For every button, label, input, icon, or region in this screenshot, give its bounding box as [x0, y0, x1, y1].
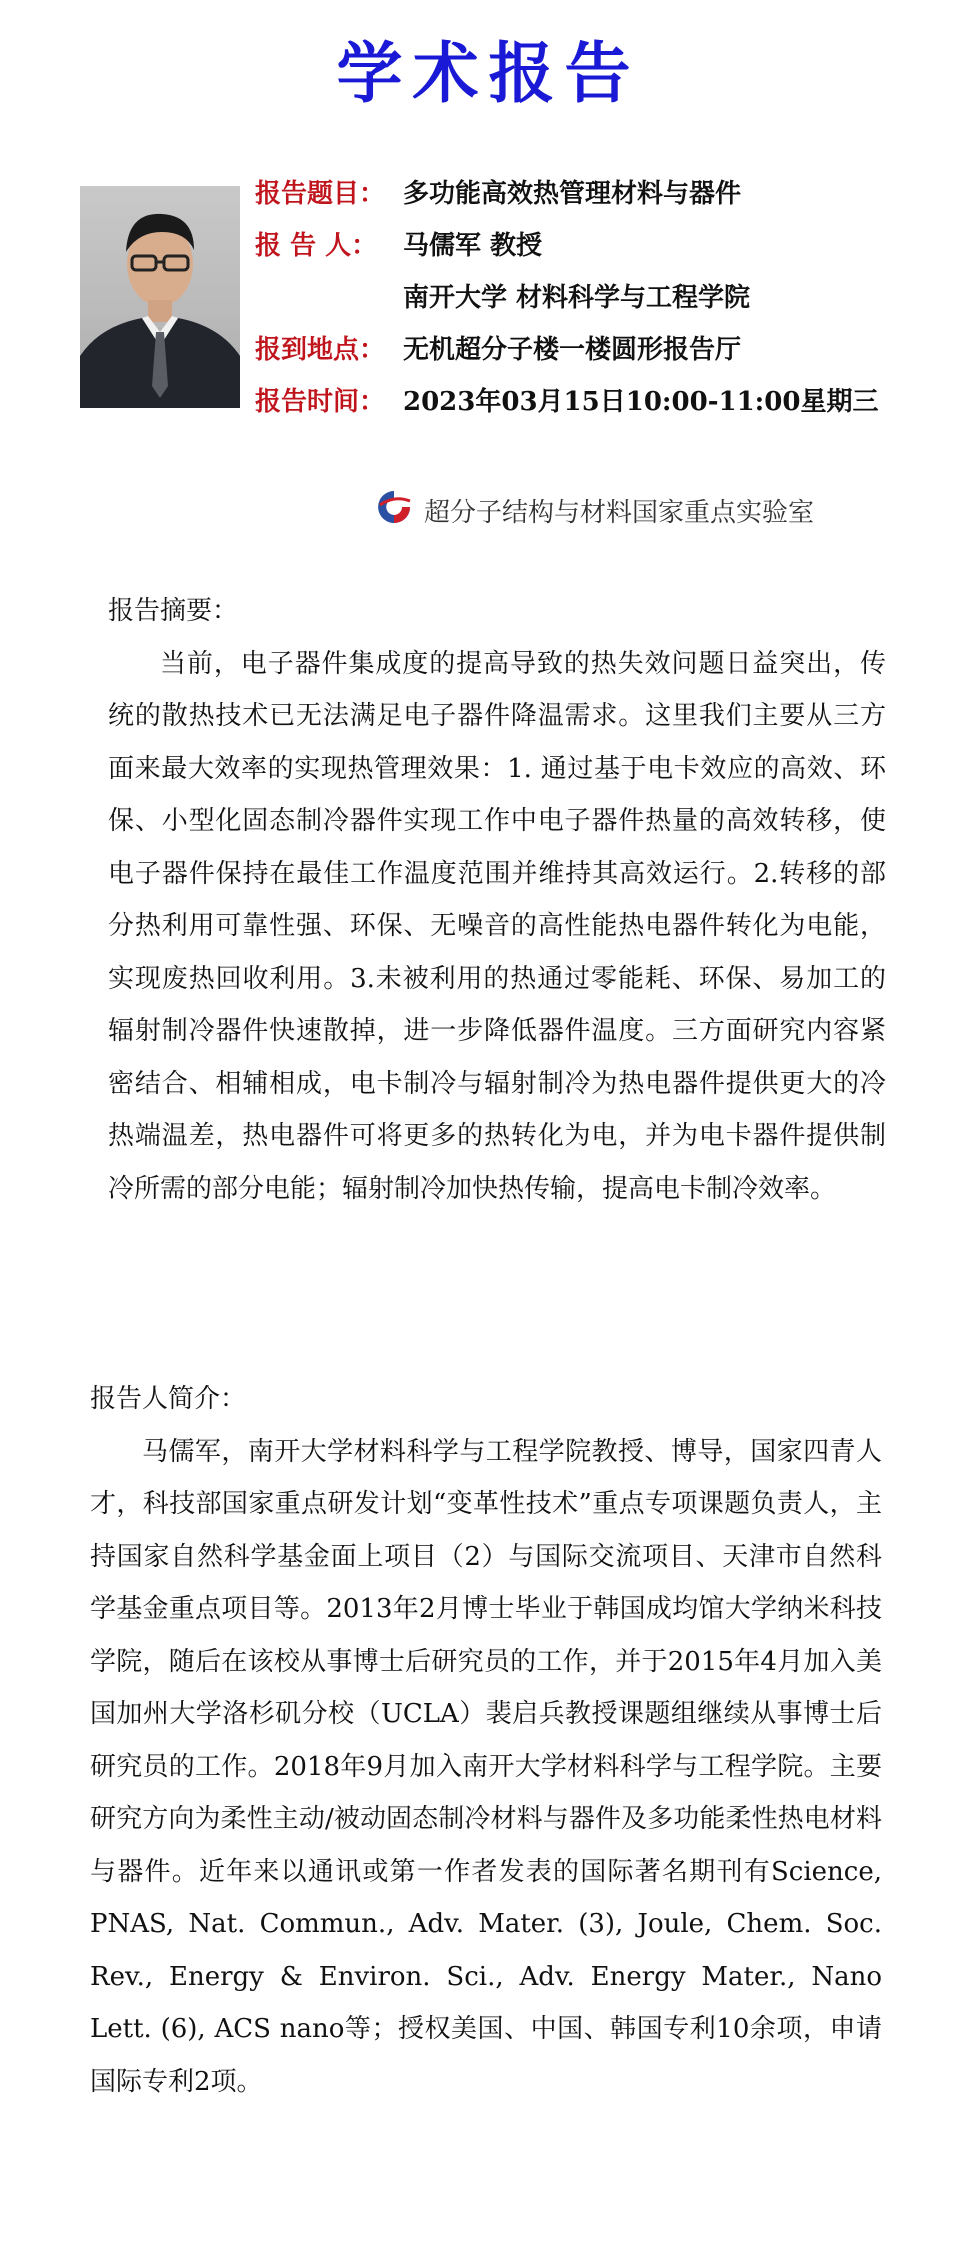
speaker-photo — [80, 186, 240, 408]
bio-section — [90, 1373, 882, 2108]
page-title: 学术报告 — [336, 35, 641, 112]
speaker-label: 报 告 人： — [255, 231, 378, 261]
speaker-value: 马儒军 教授 — [403, 231, 543, 261]
location-label: 报到地点： — [255, 335, 386, 365]
report-info — [255, 168, 975, 428]
lab-name: 超分子结构与材料国家重点实验室 — [424, 497, 815, 528]
lab-logo-icon — [372, 487, 416, 534]
lab-banner — [372, 488, 814, 532]
abstract-heading: 报告摘要： — [108, 596, 239, 626]
affiliation-value: 南开大学 材料科学与工程学院 — [403, 283, 751, 313]
title-label: 报告题目： — [255, 179, 386, 209]
bio-heading: 报告人简介： — [90, 1384, 247, 1414]
info-row-affiliation — [255, 272, 975, 324]
info-row-title — [255, 168, 975, 220]
title-value: 多功能高效热管理材料与器件 — [403, 179, 742, 209]
bio-text: 马儒军，南开大学材料科学与工程学院教授、博导，国家四青人才，科技部国家重点研发计划“变革性技术”重点专项课题负责人，主持国家自然科学基金面上项目（2）与国际交流项目、天津市自然科学基金重点项目等。2013年2月博士毕业于韩国成均馆大学纳米科技学院，随后在该校从事博士后研究员的工作，并于2015年4月加入美国加州大学洛杉矶分校（UCLA）裴启兵教授课题组继续从事博士后研究员的工作。2018年9月加入南开大学材料科学与工程学院。主要研究方向为柔性主动/被动固态制冷材料与器件及多功能柔性热电材料与器件。近年来以通讯或第一作者发表的国际著名期刊有Science, PNAS, Nat. Commun., Adv. Mater. (3), Joule, Chem. Soc. Rev., Energy & Environ. Sci., Adv. Energy Mater., Nano Lett. (6), ACS nano等；授权美国、中国、韩国专利10余项，申请国际专利2项。 — [90, 1436, 882, 2097]
time-label: 报告时间： — [255, 387, 386, 417]
abstract-text: 当前，电子器件集成度的提高导致的热失效问题日益突出，传统的散热技术已无法满足电子器件降温需求。这里我们主要从三方面来最大效率的实现热管理效果：1. 通过基于电卡效应的高效、环保、小型化固态制冷器件实现工作中电子器件热量的高效转移，使电子器件保持在最佳工作温度范围并维持其高效运行。2.转移的部分热利用可靠性强、环保、无噪音的高性能热电器件转化为电能，实现废热回收利用。3.未被利用的热通过零能耗、环保、易加工的辐射制冷器件快速散掉，进一步降低器件温度。三方面研究内容紧密结合、相辅相成，电卡制冷与辐射制冷为热电器件提供更大的冷热端温差，热电器件可将更多的热转化为电，并为电卡器件提供制冷所需的部分电能；辐射制冷加快热传输，提高电卡制冷效率。 — [108, 648, 886, 1204]
info-row-speaker — [255, 220, 975, 272]
time-value: 2023年03月15日10:00-11:00星期三 — [403, 387, 879, 417]
info-row-time — [255, 376, 975, 428]
location-value: 无机超分子楼一楼圆形报告厅 — [403, 335, 742, 365]
abstract-section — [108, 585, 886, 1215]
info-row-location — [255, 324, 975, 376]
